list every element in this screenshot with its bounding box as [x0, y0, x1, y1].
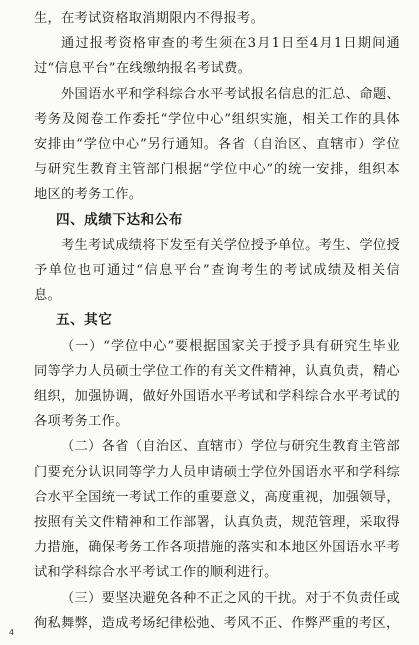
paragraph-5: （一）“学位中心”要根据国家关于授予具有研究生毕业同等学力人员硕士学位工作的有关文件精神，认真负责，精心组织，加强协调，做好外国语水平考试和学科综合水平考试的各项考务工作。 — [34, 338, 400, 430]
paragraph-3: 外国语水平和学科综合水平考试报名信息的汇总、命题、考务及阅卷工作委托“学位中心”组织实施，相关工作的具体安排由“学位中心”另行通知。各省（自治区、直辖市）学位与研究生教育主管部门根据“学位中心”的统一安排，组织本地区的考务工作。 — [34, 86, 400, 203]
paragraph-2: 通过报考资格审查的考生须在3月1日至4月1日期间通过“信息平台”在线缴纳报名考试费。 — [34, 36, 400, 77]
section-heading-4: 四、成绩下达和公布 — [56, 211, 183, 228]
paragraph-7: （三）要坚决避免各种不正之风的干扰。对于不负责任或徇私舞弊，造成考场纪律松弛、考风不正、作弊严重的考区， — [34, 590, 400, 631]
paragraph-6: （二）各省（自治区、直辖市）学位与研究生教育主管部门要充分认识同等学力人员申请硕士学位外国语水平和学科综合水平全国统一考试工作的重要意义，高度重视，加强领导，按照有关文件精神和工作部署，认真负责，规范管理，采取得力措施，确保考务工作各项措施的落实和本地区外国语水平考试和学科综合水平考试工作的顺利进行。 — [34, 439, 400, 581]
page-number: 4 — [9, 628, 15, 637]
paragraph-1: 生，在考试资格取消期限内不得报考。 — [34, 11, 265, 26]
document-body — [34, 6, 400, 636]
paragraph-4: 考生考试成绩将下发至有关学位授予单位。考生、学位授予单位也可通过“信息平台”查询考生的考试成绩及相关信息。 — [34, 237, 400, 304]
section-heading-5: 五、其它 — [56, 312, 113, 329]
